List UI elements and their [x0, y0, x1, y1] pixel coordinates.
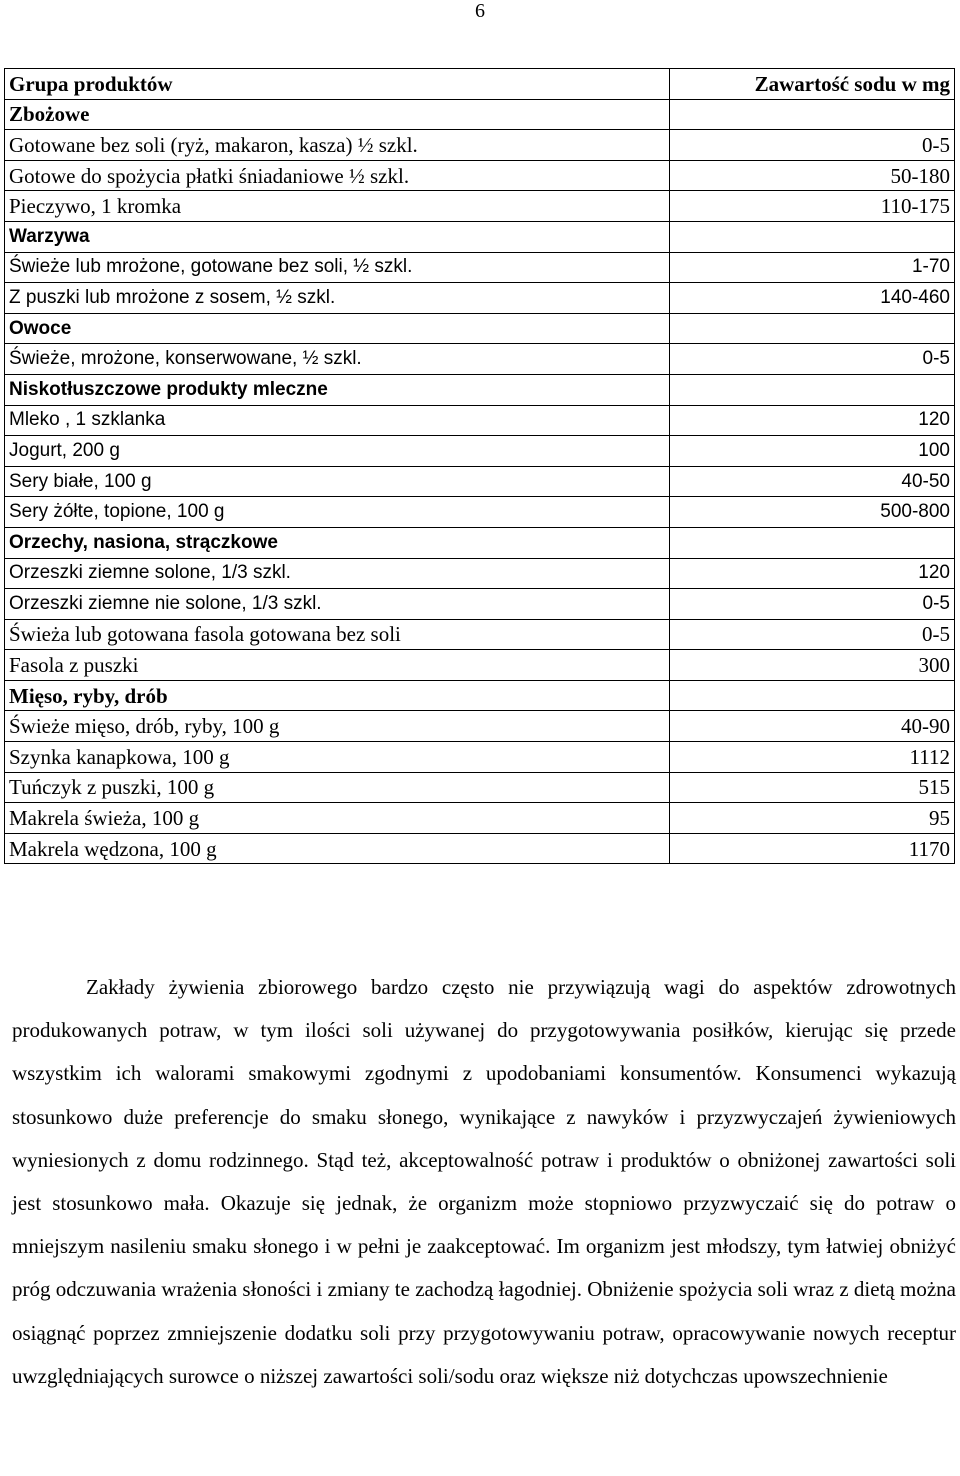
group-row [5, 374, 955, 405]
page-number: 6 [475, 0, 485, 22]
group-value-empty [670, 221, 955, 252]
sodium-value: 95 [670, 803, 955, 834]
group-name: Warzywa [5, 221, 670, 252]
table-row [5, 191, 955, 222]
sodium-value: 120 [670, 558, 955, 589]
group-value-empty [670, 313, 955, 344]
sodium-value: 300 [670, 650, 955, 681]
product-name: Jogurt, 200 g [5, 436, 670, 467]
sodium-value: 0-5 [670, 130, 955, 161]
group-row [5, 99, 955, 130]
group-row [5, 221, 955, 252]
sodium-value: 110-175 [670, 191, 955, 222]
sodium-value: 40-90 [670, 711, 955, 742]
table-row [5, 252, 955, 283]
table-body [5, 69, 955, 864]
table-row [5, 619, 955, 650]
group-name: Orzechy, nasiona, strączkowe [5, 527, 670, 558]
table-row [5, 405, 955, 436]
sodium-value: 515 [670, 772, 955, 803]
product-name: Orzeszki ziemne solone, 1/3 szkl. [5, 558, 670, 589]
body-paragraph: Zakłady żywienia zbiorowego bardzo często nie przywiązują wagi do aspektów zdrowotnych produkowanych potraw, w tym ilości soli używanej do przygotowywania posiłków, kierując się przede wszystkim ich walorami smakowymi zgodnymi z upodobaniami konsumentów. Konsumenci wykazują stosunkowo duże preferencje do smaku słonego, wynikające z nawyków i przyzwyczajeń żywieniowych wyniesionych z domu rodzinnego. Stąd też, akceptowalność potraw i produktów o obniżonej zawartości soli jest stosunkowo mała. Okazuje się jednak, że organizm może stopniowo przyzwyczaić się do potraw o mniejszym nasileniu smaku słonego i w pełni je zaakceptować. Im organizm jest młodszy, tym łatwiej obniżyć próg odczuwania wrażenia słoności i zmiany te zachodzą łagodniej. Obniżenie spożycia soli wraz z dietą można osiągnąć poprzez zmniejszenie dodatku soli przy przygotowywaniu potraw, opracowywanie nowych receptur uwzględniających surowce o niższej zawartości soli/sodu oraz większe niż dotychczas upowszechnienie [12, 975, 956, 1388]
table-row [5, 803, 955, 834]
sodium-value: 500-800 [670, 497, 955, 528]
sodium-value: 1-70 [670, 252, 955, 283]
group-row [5, 313, 955, 344]
product-name: Gotowane bez soli (ryż, makaron, kasza) ½ szkl. [5, 130, 670, 161]
group-name: Owoce [5, 313, 670, 344]
group-value-empty [670, 374, 955, 405]
group-value-empty [670, 99, 955, 130]
group-row [5, 680, 955, 711]
product-name: Świeże lub mrożone, gotowane bez soli, ½ szkl. [5, 252, 670, 283]
sodium-value: 140-460 [670, 283, 955, 314]
sodium-value: 40-50 [670, 466, 955, 497]
group-value-empty [670, 680, 955, 711]
body-text [12, 966, 956, 1398]
table-row [5, 466, 955, 497]
product-name: Świeże mięso, drób, ryby, 100 g [5, 711, 670, 742]
product-name: Pieczywo, 1 kromka [5, 191, 670, 222]
sodium-value: 0-5 [670, 619, 955, 650]
product-name: Szynka kanapkowa, 100 g [5, 742, 670, 773]
table-row [5, 130, 955, 161]
sodium-value: 1170 [670, 833, 955, 864]
sodium-content-table [4, 68, 955, 864]
sodium-value: 1112 [670, 742, 955, 773]
sodium-value: 100 [670, 436, 955, 467]
group-name: Zbożowe [5, 99, 670, 130]
product-name: Tuńczyk z puszki, 100 g [5, 772, 670, 803]
header-product-group: Grupa produktów [5, 69, 670, 100]
table-row [5, 436, 955, 467]
product-name: Z puszki lub mrożone z sosem, ½ szkl. [5, 283, 670, 314]
product-name: Makrela wędzona, 100 g [5, 833, 670, 864]
product-name: Orzeszki ziemne nie solone, 1/3 szkl. [5, 589, 670, 620]
table-row [5, 160, 955, 191]
group-name: Niskotłuszczowe produkty mleczne [5, 374, 670, 405]
product-name: Fasola z puszki [5, 650, 670, 681]
product-name: Świeża lub gotowana fasola gotowana bez soli [5, 619, 670, 650]
table-row [5, 497, 955, 528]
table-row [5, 772, 955, 803]
product-name: Sery białe, 100 g [5, 466, 670, 497]
group-value-empty [670, 527, 955, 558]
group-name: Mięso, ryby, drób [5, 680, 670, 711]
sodium-value: 0-5 [670, 589, 955, 620]
sodium-value: 50-180 [670, 160, 955, 191]
table-header-row [5, 69, 955, 100]
product-name: Świeże, mrożone, konserwowane, ½ szkl. [5, 344, 670, 375]
table-row [5, 589, 955, 620]
sodium-value: 120 [670, 405, 955, 436]
header-sodium-content: Zawartość sodu w mg [670, 69, 955, 100]
group-row [5, 527, 955, 558]
table-row [5, 283, 955, 314]
product-name: Mleko , 1 szklanka [5, 405, 670, 436]
table-row [5, 742, 955, 773]
table-row [5, 711, 955, 742]
table-row [5, 833, 955, 864]
sodium-value: 0-5 [670, 344, 955, 375]
table-row [5, 650, 955, 681]
table-row [5, 558, 955, 589]
product-name: Makrela świeża, 100 g [5, 803, 670, 834]
table-row [5, 344, 955, 375]
product-name: Sery żółte, topione, 100 g [5, 497, 670, 528]
product-name: Gotowe do spożycia płatki śniadaniowe ½ szkl. [5, 160, 670, 191]
